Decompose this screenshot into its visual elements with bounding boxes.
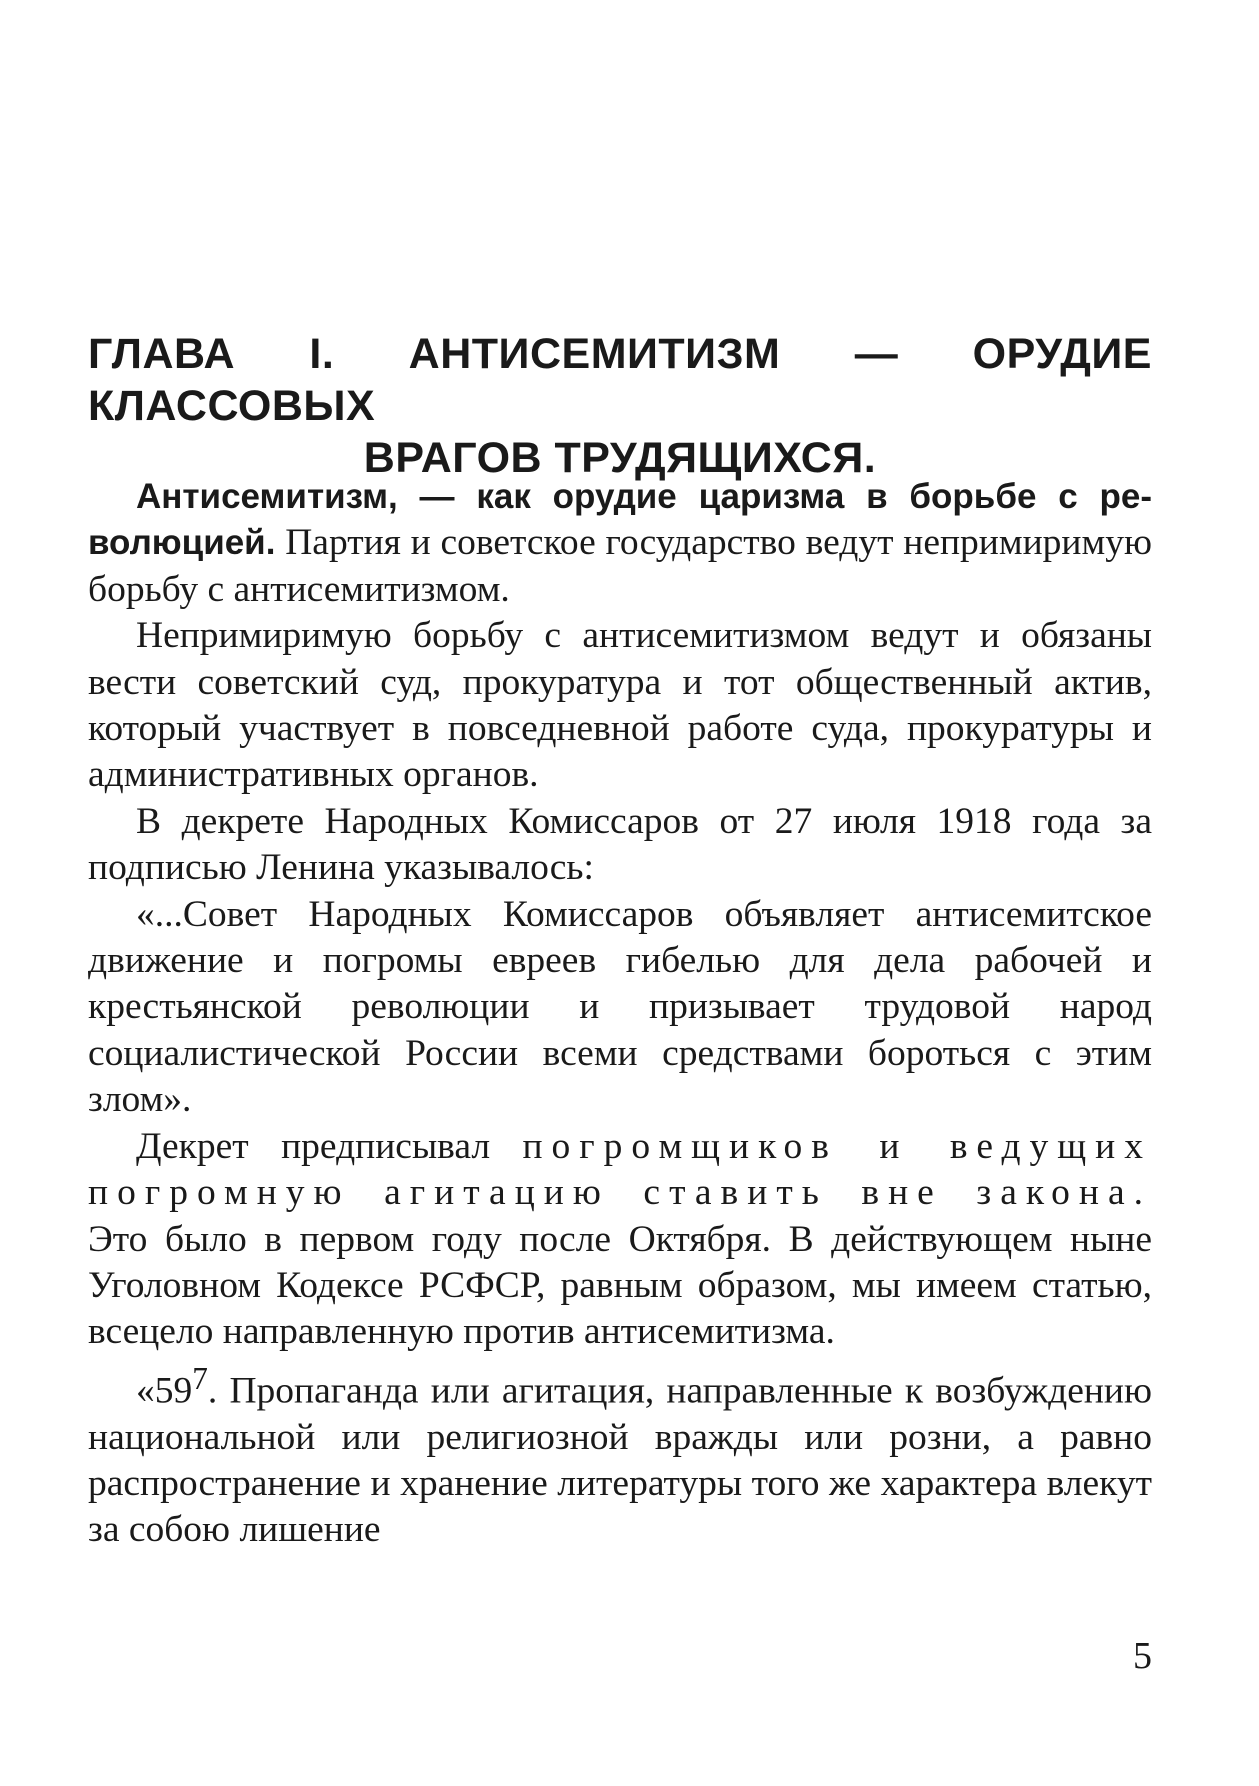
- decree-quote: «...Совет Народных Комиссаров объявляет антисемитское движение и погромы евреев гибелью для дела рабочей и крестьянской революции и призывает трудовой народ социалистической России всеми средствами бороться с этим злом».: [88, 893, 1152, 1121]
- paragraph-5: [88, 1124, 1152, 1356]
- chapter-title-line-2: ВРАГОВ ТРУДЯЩИХСЯ.: [363, 434, 877, 482]
- chapter-title: [88, 328, 1152, 484]
- body-text: [88, 474, 1152, 1554]
- article-superscript: 7: [192, 1360, 208, 1396]
- paragraph-1: [88, 474, 1152, 613]
- article-quote: [88, 1356, 1152, 1554]
- paragraph-3: В декрете Народных Комиссаров от 27 июля 1918 года за подписью Ленина указывалось:: [88, 800, 1152, 889]
- page-number: 5: [1133, 1635, 1152, 1677]
- paragraph-1-text: Партия и советское государство ведут непримиримую борьбу с антисемитизмом.: [88, 522, 1152, 610]
- article-number: «59: [136, 1370, 193, 1412]
- article-text: . Пропаганда или агитация, направленные к возбуждению национальной или религиозной вражды или розни, а равно распространение и хранение литературы того же характера влекут за собою лишение: [88, 1370, 1152, 1551]
- chapter-title-line-1: ГЛАВА I. АНТИСЕМИТИЗМ — ОРУДИЕ КЛАССОВЫХ: [88, 330, 1152, 430]
- paragraph-5-tail: Это было в первом году после Октября. В действующем ныне Уголовном Кодексе РСФСР, равным образом, мы имеем статью, всецело направленную против антисемитизма.: [88, 1218, 1152, 1353]
- run-in-heading: Антисемитизм, — как орудие царизма в борьбе с революцией.: [88, 477, 1152, 563]
- document-page: [88, 0, 1152, 1786]
- paragraph-5-lead: Декрет предписывал: [136, 1125, 523, 1167]
- paragraph-2: Непримиримую борьбу с антисемитизмом ведут и обязаны вести советский суд, прокуратура и тот общественный актив, который участвует в повседневной работе суда, прокуратуры и административных органов.: [88, 615, 1152, 796]
- emphasized-spaced-text: погромщиков и ведущих погромную агитацию ставить вне закона.: [88, 1125, 1152, 1214]
